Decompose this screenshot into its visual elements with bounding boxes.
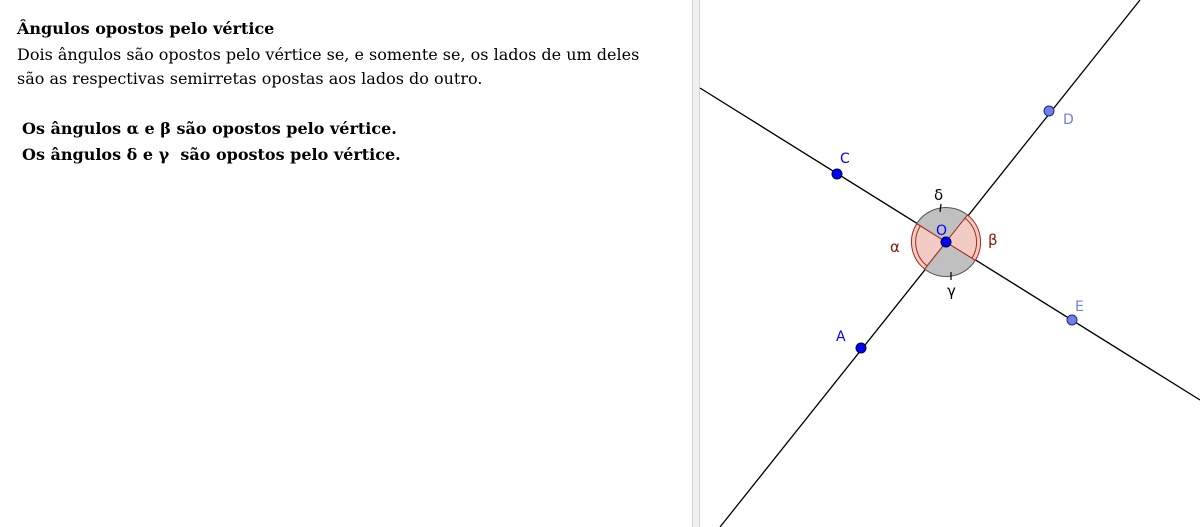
point-d[interactable]	[1044, 106, 1054, 116]
angle-beta-label: β	[988, 231, 998, 249]
point-c-label: C	[840, 151, 850, 167]
statement-alpha-beta: Os ângulos α e β são opostos pelo vértice.	[22, 119, 397, 138]
point-a-label: A	[836, 329, 846, 345]
statement-delta-gamma: Os ângulos δ e γ são opostos pelo vértice.	[22, 145, 401, 164]
point-e-label: E	[1075, 299, 1084, 315]
point-a[interactable]	[856, 343, 866, 353]
point-e[interactable]	[1067, 315, 1077, 325]
angle-gamma-label: γ	[947, 282, 956, 300]
point-d-label: D	[1063, 112, 1074, 128]
point-c[interactable]	[832, 169, 842, 179]
page-title: Ângulos opostos pelo vértice	[17, 19, 275, 38]
angle-delta-label: δ	[934, 186, 944, 204]
point-o-label: O	[936, 223, 948, 239]
definition-text: Dois ângulos são opostos pelo vértice se, e somente se, os lados de um deles são as respectivas semirretas opostas aos lados do outro.	[17, 45, 640, 88]
angle-alpha-label: α	[890, 238, 900, 256]
